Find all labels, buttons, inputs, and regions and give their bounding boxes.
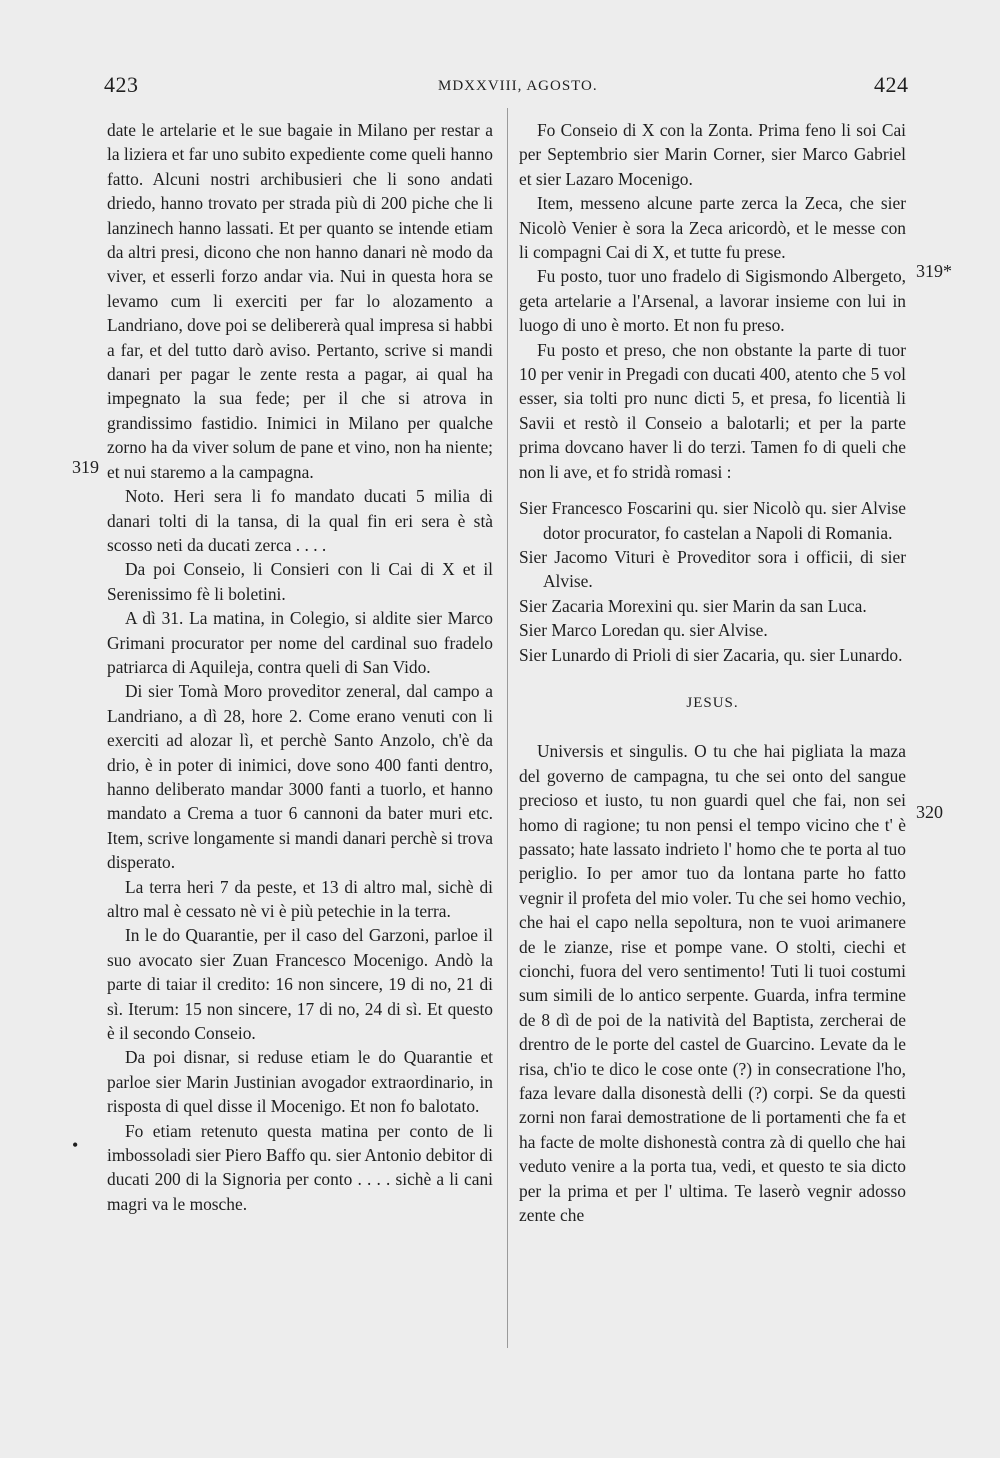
paragraph: Da poi Conseio, li Consieri con li Cai di X et il Serenissimo fè li boletini. xyxy=(107,559,493,604)
right-column xyxy=(519,118,906,1227)
paragraph: Di sier Tomà Moro proveditor zeneral, dal campo a Landriano, a dì 28, hore 2. Come erano venuti con li exerciti ad alozar lì, et perchè Santo Anzolo, ch'è da drio, è in poter di inimici, dove sono 400 fanti dentro, hanno deliberato mandar 3000 fanti a tuorlo, et hanno mandato a Crema a tuor 6 cannoni da bater muri etc. Item, scrive longamente si mandi danari perchè si trova disperato. xyxy=(107,681,493,873)
name-entry: Sier Francesco Foscarini qu. sier Nicolò qu. sier Alvise dotor procurator, fo castelan a Napoli di Romania. xyxy=(519,498,906,543)
page-number-left: 423 xyxy=(104,72,139,97)
paragraph: date le artelarie et le sue bagaie in Milano per restar a la liziera et far uno subito expediente come queli hanno fatto. Alcuni nostri archibusieri che li sono andati driedo, hanno trovato per strada più di 200 piche che li lanzinech hanno lassati. Et per quanto se intende etiam da altri presi, dicono che non hanno danari nè modo da viver, et esserli forzo andar via. Nui in questa hora se levamo cum li exerciti per far lo alozamento a Landriano, dove poi se delibererà qual impresa si habbi a far, et del tutto darò aviso. Pertanto, scrive si mandi danari per pagar le zente resta a pagar, ai qual ha impegnato la sua fede; per il che si atrova in grandissimo fastidio. Inimici in Milano per qualche zorno ha da viver solum de pane et vino, non ha niente; et nui staremo a la campagna. xyxy=(107,120,493,482)
paragraph: Item, messeno alcune parte zerca la Zeca, che sier Nicolò Venier è sora la Zeca aricordò, et le messe con li compagni Cai di X, et tutte fu prese. xyxy=(519,193,906,263)
left-column xyxy=(107,118,493,1216)
paragraph: In le do Quarantie, per il caso del Garzoni, parloe il suo avocato sier Zuan Francesco Mocenigo. Andò la parte di taiar il credito: 16 non sincere, 19 di no, 21 di sì. Iterum: 15 non sincere, 17 di no, 24 di sì. Et questo è il secondo Conseio. xyxy=(107,925,493,1044)
paragraph: A dì 31. La matina, in Colegio, si aldite sier Marco Grimani procurator per nome del cardinal suo fradelo patriarca di Aquileja, contra queli di San Vido. xyxy=(107,608,493,677)
margin-note-left-319: 319 xyxy=(72,457,99,477)
name-entry: Sier Zacaria Morexini qu. sier Marin da san Luca. xyxy=(519,595,867,616)
paragraph: La terra heri 7 da peste, et 13 di altro mal, sichè di altro mal è cessato nè vi è più petechie in la terra. xyxy=(107,876,493,921)
spacer xyxy=(519,715,906,739)
name-entry: Sier Marco Loredan qu. sier Alvise. xyxy=(519,620,768,641)
margin-note-right-320: 320 xyxy=(916,802,943,822)
margin-note-right-319-star: 319* xyxy=(916,261,952,281)
paragraph: Fo Conseio di X con la Zonta. Prima feno li soi Cai per Septembrio sier Marin Corner, sier Marco Gabriel et sier Lazaro Mocenigo. xyxy=(519,120,906,189)
name-entry: Sier Lunardo di Prioli di sier Zacaria, qu. sier Lunardo. xyxy=(519,644,903,665)
running-title: MDXXVIII, AGOSTO. xyxy=(438,78,598,94)
paragraph: Fo etiam retenuto questa matina per conto de li imbossoladi sier Piero Baffo qu. sier Antonio debitor di ducati 200 di la Signoria per conto . . . . sichè a li cani magri va le mosche. xyxy=(107,1120,493,1214)
column-divider xyxy=(507,108,508,1348)
paragraph: Noto. Heri sera li fo mandato ducati 5 milia di danari tolti di la tansa, di la qual fin eri sera è stà scosso neti da ducati zerca . . . . xyxy=(107,486,493,555)
margin-note-left-bullet: • xyxy=(72,1135,79,1155)
paragraph: Fu posto et preso, che non obstante la parte di tuor 10 per venir in Pregadi con ducati 400, atento che 5 vol esser, sia tolti pro nunc dicti 5, et presa, fo licentià li Savii et restò il Conseio a balotarli; et per la parte prima dovcano haver li do terzi. Tamen fo di queli che non li ave, et fo stridà romasi : xyxy=(519,339,906,482)
paragraph: Universis et singulis. O tu che hai pigliata la maza del governo de campagna, tu che sei onto del sangue precioso et iusto, tu non guardi quel che fai, non sei homo di ragione; tu non pensi el tempo vicino che t' è passato; hate lassato indrieto l' homo che te porta al tuo periglio. Io per amor tuo da lontana parte ho fatto vegnir il profeta del mio voler. Tu che sei homo vechio, che hai el capo nella sepoltura, non te vuoi arimanere de le zianze, rise et pompe vane. O stolti, ciechi et cionchi, fuora del vero sentimento! Tuti li tuoi costumi sum simili de lo antico serpente. Guarda, infra termine de 8 dì de poi de la natività del Baptista, zercherai de drentro de le porte del castel de Guarcino. Levate da le risa, ch'io te dico le cose onte (?) in consecratione l'ho, faza levare dalla disonestà delli (?) corpi. Se da questi zorni non farai demostratione de li portamenti che fa et ha facte de molte dishonestà contra zà di quello che hai veduto venire a la porta tua, vedi, et questo te sia dicto per la prima et per l' ultima. Te laserò vegnir adosso zente che xyxy=(519,741,906,1226)
paragraph: Fu posto, tuor uno fradelo di Sigismondo Albergeto, geta artelarie a l'Arsenal, a lavorar insieme con lui in luogo di uno è morto. Et non fu preso. xyxy=(519,266,906,336)
paragraph: Da poi disnar, si reduse etiam le do Quarantie et parloe sier Marin Justinian avogador extraordinario, in risposta di quel disse il Mocenigo. Et non fo balotato. xyxy=(107,1047,493,1117)
spacer xyxy=(519,484,906,496)
name-entry: Sier Jacomo Vituri è Proveditor sora i officii, di sier Alvise. xyxy=(519,546,906,592)
page-number-right: 424 xyxy=(874,72,909,97)
spacer xyxy=(519,667,906,691)
section-heading: JESUS. xyxy=(686,694,739,711)
